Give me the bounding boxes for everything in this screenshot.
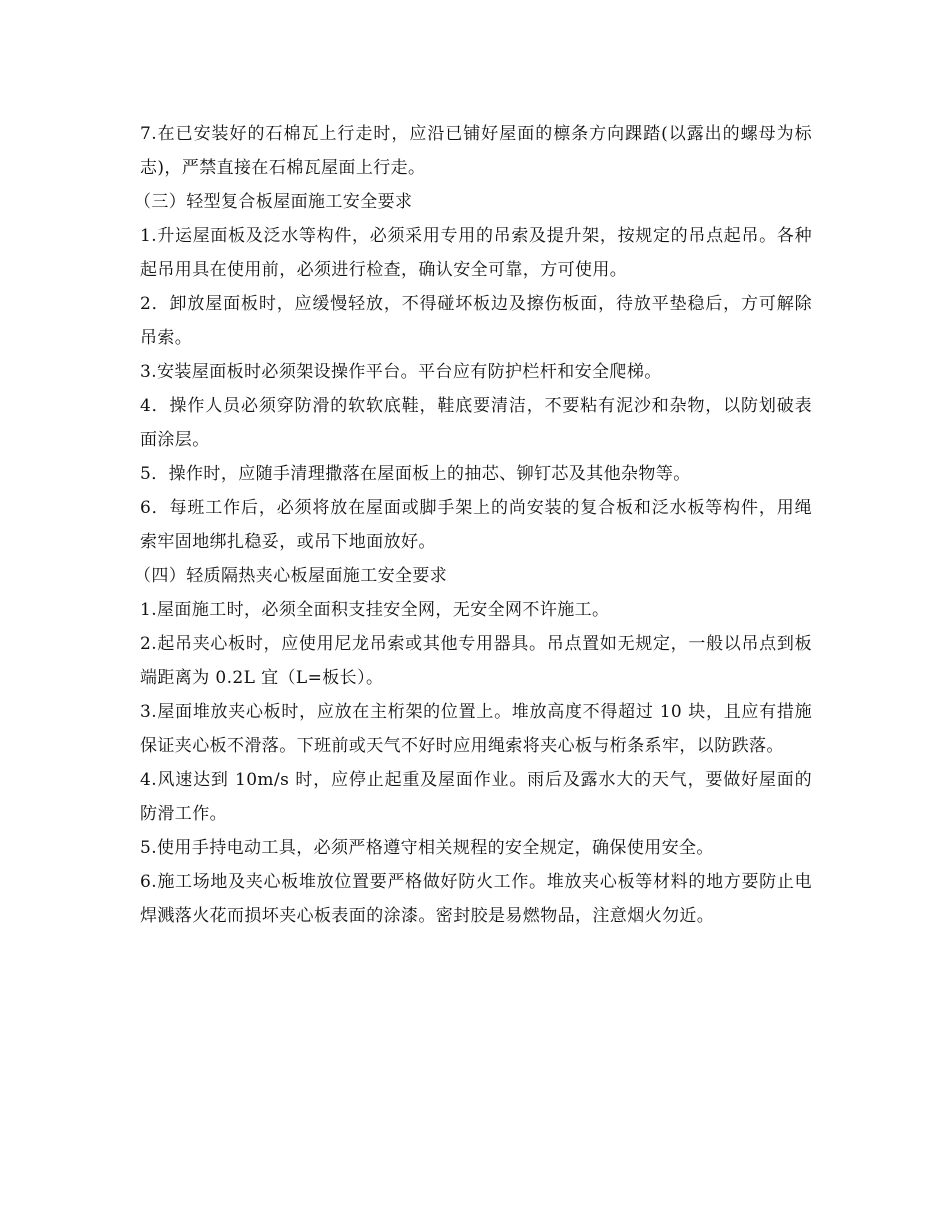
paragraph-4-2: 2.起吊夹心板时，应使用尼龙吊索或其他专用器具。吊点置如无规定，一般以吊点到板端距离为 0.2L 宜（L=板长）。: [140, 634, 812, 688]
paragraph-4-5: 5.使用手持电动工具，必须严格遵守相关规程的安全规定，确保使用安全。: [140, 838, 714, 858]
paragraph-3-2: 2．卸放屋面板时，应缓慢轻放，不得碰坏板边及擦伤板面，待放平垫稳后，方可解除吊索。: [140, 294, 812, 348]
paragraph-3-1: 1.升运屋面板及泛水等构件，必须采用专用的吊索及提升架，按规定的吊点起吊。各种起吊用具在使用前，必须进行检查，确认安全可靠，方可使用。: [140, 226, 812, 280]
section-heading-4: （四）轻质隔热夹心板屋面施工安全要求: [134, 566, 448, 586]
paragraph-4-1: 1.屋面施工时，必须全面积支挂安全网，无安全网不许施工。: [140, 600, 610, 620]
paragraph-3-4: 4．操作人员必须穿防滑的软软底鞋，鞋底要清洁，不要粘有泥沙和杂物，以防划破表面涂层。: [140, 396, 812, 450]
paragraph-7-asbestos-walking: 7.在已安装好的石棉瓦上行走时，应沿已铺好屋面的檩条方向踝踏(以露出的螺母为标志)，严禁直接在石棉瓦屋面上行走。: [140, 124, 812, 178]
document-body: [134, 117, 812, 933]
paragraph-4-6: 6.施工场地及夹心板堆放位置要严格做好防火工作。堆放夹心板等材料的地方要防止电焊溅落火花而损坏夹心板表面的涂漆。密封胶是易燃物品，注意烟火勿近。: [140, 872, 812, 926]
paragraph-4-4: 4.风速达到 10m/s 时，应停止起重及屋面作业。雨后及露水大的天气，要做好屋面的防滑工作。: [140, 770, 812, 824]
section-heading-3: （三）轻型复合板屋面施工安全要求: [134, 192, 413, 212]
paragraph-3-6: 6．每班工作后，必须将放在屋面或脚手架上的尚安装的复合板和泛水板等构件，用绳索牢固地绑扎稳妥，或吊下地面放好。: [140, 498, 812, 552]
paragraph-4-3: 3.屋面堆放夹心板时，应放在主桁架的位置上。堆放高度不得超过 10 块，且应有措施保证夹心板不滑落。下班前或天气不好时应用绳索将夹心板与桁条系牢，以防跌落。: [140, 702, 812, 756]
paragraph-3-5: 5．操作时，应随手清理撒落在屋面板上的抽芯、铆钉芯及其他杂物等。: [140, 464, 691, 484]
paragraph-3-3: 3.安装屋面板时必须架设操作平台。平台应有防护栏杆和安全爬梯。: [140, 362, 662, 382]
